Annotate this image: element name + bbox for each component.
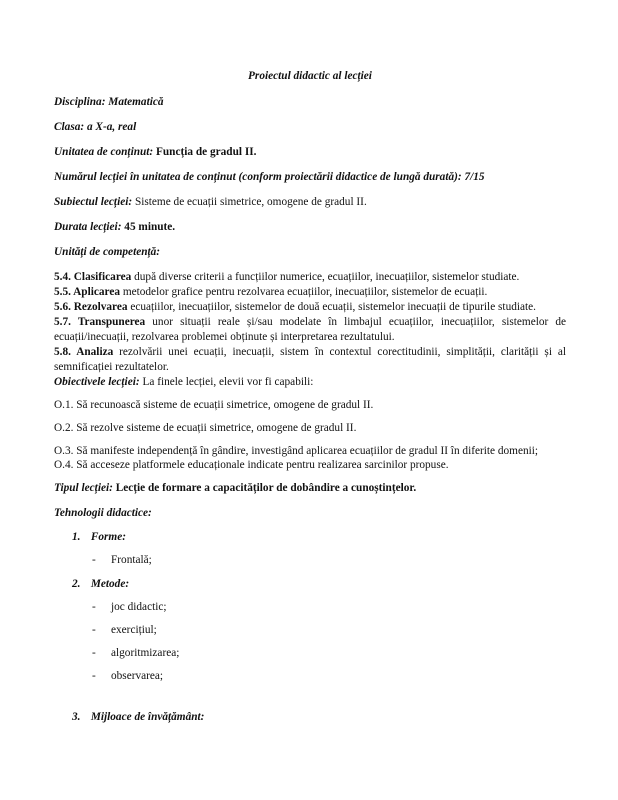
list-heading: Forme: [90,531,126,543]
tipul-line [54,481,566,495]
list-number: 3. [72,711,81,723]
list-item: - Frontală; [92,554,152,566]
competenta-code: 5.5. Aplicarea [54,286,120,298]
competente-list [54,270,566,375]
tehnologii-heading: Tehnologii didactice: [54,507,152,519]
obiectiv-item: O.1. Să recunoască sisteme de ecuații simetrice, omogene de gradul II. [54,399,374,411]
unitatea-value: Funcția de gradul II. [156,146,257,158]
tehnologii-metode [72,577,566,591]
unitati-heading: Unități de competență: [54,246,161,258]
obiectiv-item: O.3. Să manifeste independență în gândire, investigând aplicarea ecuațiilor de gradul II în diferite domenii; [54,445,539,457]
obiectiv-item: O.2. Să rezolve sisteme de ecuații simetrice, omogene de gradul II. [54,422,357,434]
subiectul-line [54,195,566,209]
obiectivele-label: Obiectivele lecției: [54,376,140,388]
tipul-value: Lecție de formare a capacităților de dobândire a cunoștințelor. [115,482,417,494]
disciplina-line: Disciplina: Matematică [54,96,164,108]
list-item-text: exercițiul; [111,624,157,636]
competenta-text: rezolvării unei ecuații, inecuații, sistem în contextul corectitudinii, simplității, clarității și al semnificației rezultatelor. [54,346,566,373]
list-item-text: algoritmizarea; [111,647,180,659]
numarul-line: Numărul lecției în unitatea de conținut (conform proiectării didactice de lungă durată): 7/15 [54,171,485,183]
competenta-code: 5.4. Clasificarea [54,271,132,283]
obiectivele-value: La finele lecției, elevii vor fi capabili: [142,376,314,388]
subiectul-value: Sisteme de ecuații simetrice, omogene de gradul II. [134,196,367,208]
durata-label: Durata lecției: [54,221,122,233]
list-item: - algoritmizarea; [92,647,180,659]
list-item-text: Frontală; [111,554,152,566]
competenta-text: ecuațiilor, inecuațiilor, sistemelor de două ecuații, sistemelor inecuații de tipurile studiate. [127,301,536,313]
competenta-item [54,315,566,345]
lesson-plan [54,70,566,724]
list-heading: Mijloace de învățământ: [90,711,205,723]
unitatea-line [54,145,566,159]
list-item: - observarea; [92,670,164,682]
subiectul-label: Subiectul lecției: [54,196,133,208]
competenta-item [54,285,566,300]
tehnologii-mijloace [72,710,566,724]
competenta-text: după diverse criterii a funcțiilor numerice, ecuațiilor, inecuațiilor, sistemelor studiate. [131,271,520,283]
competenta-text: unor situații reale și/sau modelate în limbajul ecuațiilor, inecuațiilor, sistemelor de ecuații/inecuații, rezolvarea problemei obținute și interpretarea rezultatului. [54,316,566,343]
competenta-item [54,270,566,285]
page-title: Proiectul didactic al lecției [248,70,372,82]
tehnologii-forme [72,530,566,544]
tipul-label: Tipul lecției: [54,482,113,494]
competenta-code: 5.6. Rezolvarea [54,301,128,313]
durata-value: 45 minute. [124,221,176,233]
competenta-code: 5.7. Transpunerea [54,316,146,328]
tehnologii-list [54,530,566,724]
obiective-list [54,398,566,472]
list-number: 2. [72,578,81,590]
list-item-text: joc didactic; [111,601,167,613]
unitatea-label: Unitatea de conținut: [54,146,154,158]
obiectivele-line [54,375,566,389]
list-item-text: observarea; [111,670,164,682]
competenta-text: metodelor grafice pentru rezolvarea ecuațiilor, inecuațiilor, sistemelor de ecuații. [120,286,488,298]
obiectiv-item: O.4. Să acceseze platformele educaționale indicate pentru realizarea sarcinilor propuse. [54,459,449,471]
list-item: - joc didactic; [92,601,167,613]
clasa-line: Clasa: a X-a, real [54,121,137,133]
competenta-code: 5.8. Analiza [54,346,114,358]
list-item: - exercițiul; [92,624,157,636]
competenta-item [54,300,566,315]
durata-line [54,220,566,234]
list-heading: Metode: [90,578,130,590]
list-number: 1. [72,531,81,543]
competenta-item [54,345,566,375]
